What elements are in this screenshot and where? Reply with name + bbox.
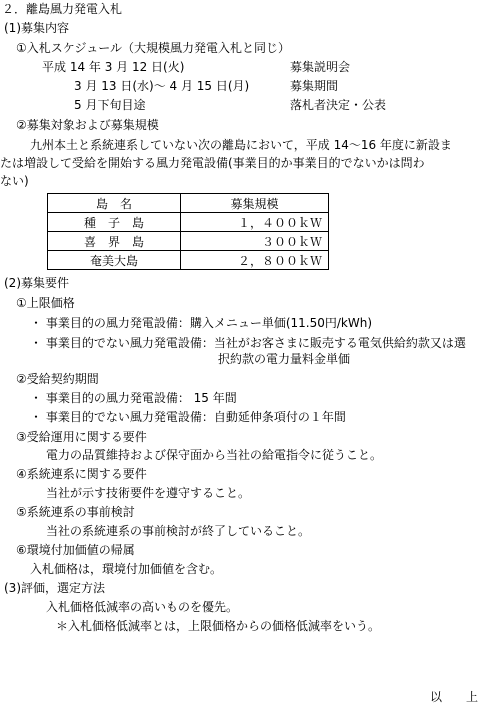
price-item-continuation: 択約款の電力量料金単価 — [218, 352, 351, 366]
schedule-event: 落札者決定・公表 — [290, 98, 387, 112]
schedule-date: 5 月下旬目途 — [74, 98, 146, 112]
evaluation-note: ＊入札価格低減率とは，上限価格からの価格低減率をいう。 — [56, 619, 381, 633]
ops-heading: ③受給運用に関する要件 — [16, 430, 147, 444]
column-header-island: 島 名 — [48, 194, 181, 213]
target-line: たは増設して受給を開始する風力発電設備(事業目的か事業目的でないかは問わ — [0, 156, 425, 170]
table-row — [48, 251, 329, 270]
island-cell: 種 子 島 — [48, 213, 181, 232]
precheck-heading: ⑤系統連系の事前検討 — [16, 505, 135, 519]
grid-text: 当社が示す技術要件を遵守すること。 — [46, 486, 251, 500]
env-heading: ⑥環境付加価値の帰属 — [16, 543, 135, 557]
price-heading: ①上限価格 — [16, 296, 75, 310]
evaluation-text: 入札価格低減率の高いものを優先。 — [46, 600, 239, 614]
env-text: 入札価格は，環境付加価値を含む。 — [30, 562, 223, 576]
column-header-capacity: 募集規模 — [181, 194, 329, 213]
ops-text: 電力の品質維持および保守面から当社の給電指令に従うこと。 — [46, 448, 383, 462]
price-item: ・ 事業目的の風力発電設備：購入メニュー単価(11.50円/kWh) — [30, 316, 372, 330]
capacity-cell: ３００ｋＷ — [181, 232, 329, 251]
schedule-event: 募集期間 — [290, 79, 339, 93]
closing-text: 以 上 — [430, 690, 479, 704]
target-line: 九州本土と系統連系していない次の離島において，平成 14～16 年度に新設ま — [30, 138, 452, 152]
period-item: ・ 事業目的の風力発電設備： 15 年間 — [30, 391, 237, 405]
schedule-event: 募集説明会 — [290, 60, 351, 74]
island-cell: 奄美大島 — [48, 251, 181, 270]
schedule-heading: ①入札スケジュール（大規模風力発電入札と同じ） — [16, 41, 291, 55]
section-1-heading: (1)募集内容 — [4, 21, 69, 35]
table-row — [48, 213, 329, 232]
document-title: ２．離島風力発電入札 — [2, 2, 123, 16]
grid-heading: ④系統連系に関する要件 — [16, 467, 147, 481]
island-cell: 喜 界 島 — [48, 232, 181, 251]
table-header-row — [48, 194, 329, 213]
table-row — [48, 232, 329, 251]
schedule-date: 3 月 13 日(水)～ 4 月 15 日(月) — [74, 79, 250, 93]
island-capacity-table — [47, 193, 329, 270]
period-item: ・ 事業目的でない風力発電設備：自動延伸条項付の１年間 — [30, 410, 346, 424]
schedule-date: 平成 14 年 3 月 12 日(火) — [42, 60, 185, 74]
capacity-cell: ２，８００ｋＷ — [181, 251, 329, 270]
section-3-heading: (3)評価，選定方法 — [4, 581, 105, 595]
price-item: ・ 事業目的でない風力発電設備：当社がお客さまに販売する電気供給約款又は選 — [30, 336, 466, 350]
precheck-text: 当社の系統連系の事前検討が終了していること。 — [46, 524, 311, 538]
capacity-cell: １，４００ｋＷ — [181, 213, 329, 232]
target-line: ない) — [0, 174, 29, 188]
target-heading: ②募集対象および募集規模 — [16, 118, 159, 132]
section-2-heading: (2)募集要件 — [4, 276, 69, 290]
period-heading: ②受給契約期間 — [16, 372, 99, 386]
